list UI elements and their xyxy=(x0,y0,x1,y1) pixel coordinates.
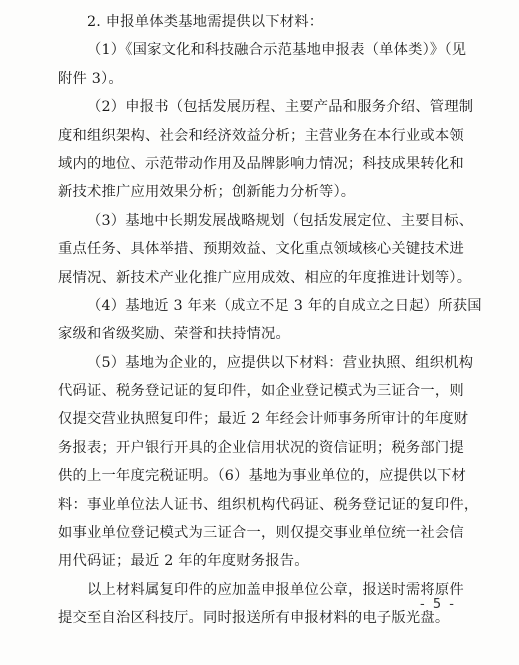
text-line: 以上材料属复印件的应加盖申报单位公章，报送时需将原件 xyxy=(87,581,464,598)
text-line: 新技术推广应用效果分析；创新能力分析等）。 xyxy=(58,184,356,201)
text-line: 2. 申报单体类基地需提供以下材料： xyxy=(87,14,324,30)
text-line: （1）《国家文化和科技融合示范基地申报表（单体类）》（见 xyxy=(87,42,467,59)
text-line: 域内的地位、示范带动作用及品牌影响力情况；科技成果转化和 xyxy=(58,155,464,172)
text-line: 度和组织架构、社会和经济效益分析；主营业务在本行业或本领 xyxy=(58,127,464,144)
text-line: 务报表；开户银行开具的企业信用状况的资信证明；税务部门提 xyxy=(58,439,464,456)
text-line: 提交至自治区科技厅。同时报送所有申报材料的电子版光盘。 xyxy=(58,610,450,627)
text-line: 代码证、税务登记证的复印件，如企业登记模式为三证合一，则 xyxy=(58,383,464,400)
text-line: 仅提交营业执照复印件；最近 2 年经会计师事务所审计的年度财 xyxy=(58,411,469,428)
text-line: 附件 3）。 xyxy=(58,70,123,87)
text-line: 料：事业单位法人证书、组织机构代码证、税务登记证的复印件， xyxy=(58,496,479,513)
text-line: 家级和省级奖励、荣誉和扶持情况。 xyxy=(58,326,290,343)
text-line: 重点任务、具体举措、预期效益、文化重点领域核心关键技术进 xyxy=(58,241,464,258)
body-text xyxy=(58,8,482,633)
text-line: 展情况、新技术产业化推广应用成效、相应的年度推进计划等）。 xyxy=(58,269,472,286)
text-line: （2）申报书（包括发展历程、主要产品和服务介绍、管理制 xyxy=(87,99,474,116)
text-line: （5）基地为企业的，应提供以下材料：营业执照、组织机构 xyxy=(87,354,474,371)
text-line: （3）基地中长期发展战略规划（包括发展定位、主要目标、 xyxy=(87,212,474,229)
page-number: - 5 - xyxy=(420,597,456,612)
text-line: （4）基地近 3 年来（成立不足 3 年的自成立之日起）所获国 xyxy=(87,297,482,314)
text-line: 如事业单位登记模式为三证合一，则仅提交事业单位统一社会信 xyxy=(58,525,464,542)
text-line: 供的上一年度完税证明。（6）基地为事业单位的，应提供以下材 xyxy=(58,468,467,485)
text-line: 用代码证；最近 2 年的年度财务报告。 xyxy=(58,553,309,570)
